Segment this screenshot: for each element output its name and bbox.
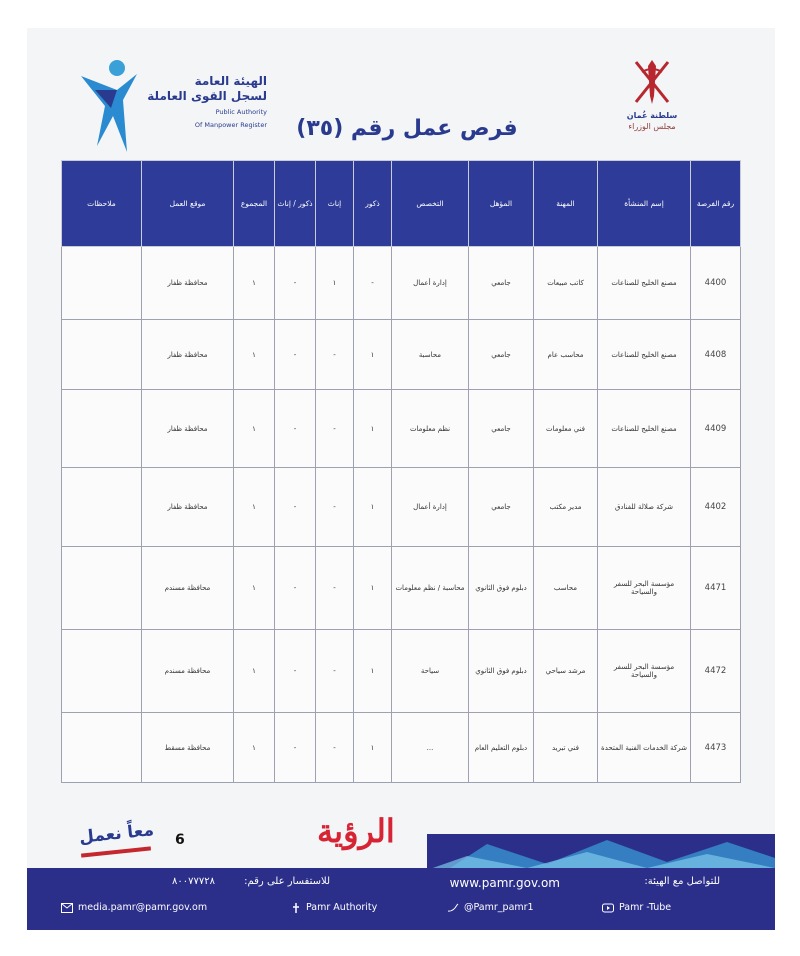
- email-icon: [61, 903, 73, 913]
- cell-opportunity-number: 4472: [691, 630, 741, 713]
- footer-facebook-text: Pamr Authority: [306, 902, 378, 913]
- cell-females: -: [316, 468, 354, 547]
- decorative-band: [427, 834, 775, 870]
- cell-males: ١: [354, 468, 392, 547]
- cell-opportunity-number: 4408: [691, 320, 741, 390]
- newspaper-logo: الرؤية: [317, 812, 395, 850]
- cell-specialization: إدارة أعمال: [392, 247, 469, 320]
- header-notes: ملاحظات: [62, 161, 142, 247]
- cell-females: -: [316, 390, 354, 468]
- footer-twitter[interactable]: [447, 902, 534, 913]
- cell-males: ١: [354, 630, 392, 713]
- runner-logo-icon: [77, 56, 141, 156]
- footer-twitter-text: @Pamr_pamr1: [464, 902, 534, 913]
- cell-establishment: مؤسسة البحر للسفر والسياحة: [598, 630, 691, 713]
- cell-notes: [62, 547, 142, 630]
- cell-notes: [62, 320, 142, 390]
- cell-notes: [62, 247, 142, 320]
- table-row: [62, 247, 741, 320]
- cell-profession: محاسب عام: [534, 320, 598, 390]
- cell-males-females: -: [275, 468, 316, 547]
- cell-notes: [62, 468, 142, 547]
- cell-specialization: ...: [392, 713, 469, 783]
- header-work-location: موقع العمل: [142, 161, 234, 247]
- cell-males-females: -: [275, 390, 316, 468]
- table-row: [62, 547, 741, 630]
- footer-website-link[interactable]: www.pamr.gov.om: [449, 876, 560, 890]
- header-opportunity-number: رقم الفرصة: [691, 161, 741, 247]
- table-row: [62, 468, 741, 547]
- cell-establishment: مؤسسة البحر للسفر والسياحة: [598, 547, 691, 630]
- table-row: [62, 320, 741, 390]
- cell-location: محافظة ظفار: [142, 390, 234, 468]
- cell-location: محافظة ظفار: [142, 468, 234, 547]
- header-establishment-name: إسم المنشأة: [598, 161, 691, 247]
- cell-profession: مرشد سياحي: [534, 630, 598, 713]
- header-females: إناث: [316, 161, 354, 247]
- cell-notes: [62, 390, 142, 468]
- footer-email[interactable]: [61, 902, 207, 913]
- cell-qualification: دبلوم التعليم العام: [469, 713, 534, 783]
- cell-location: محافظة مسندم: [142, 630, 234, 713]
- cell-females: -: [316, 630, 354, 713]
- cell-profession: فني تبريد: [534, 713, 598, 783]
- cell-establishment: مصنع الخليج للصناعات: [598, 247, 691, 320]
- facebook-icon: [289, 903, 301, 913]
- header-specialization: التخصص: [392, 161, 469, 247]
- header-profession: المهنة: [534, 161, 598, 247]
- footer-inquiry-label: للاستفسار على رقم:: [244, 876, 330, 887]
- cell-opportunity-number: 4400: [691, 247, 741, 320]
- table-header-row: [62, 161, 741, 247]
- cell-males-females: -: [275, 630, 316, 713]
- youtube-icon: [602, 903, 614, 913]
- cell-males: ١: [354, 390, 392, 468]
- cell-qualification: جامعي: [469, 247, 534, 320]
- footer-phone: ٨٠٠٧٧٧٢٨: [172, 876, 215, 887]
- footer-email-text: media.pamr@pamr.gov.om: [78, 902, 208, 913]
- cell-location: محافظة مسقط: [142, 713, 234, 783]
- header-males: ذكور: [354, 161, 392, 247]
- cell-qualification: جامعي: [469, 468, 534, 547]
- cell-establishment: مصنع الخليج للصناعات: [598, 390, 691, 468]
- page-number: 6: [175, 832, 185, 848]
- cell-profession: محاسب: [534, 547, 598, 630]
- cell-males-females: -: [275, 547, 316, 630]
- cell-profession: فني معلومات: [534, 390, 598, 468]
- cell-specialization: سياحة: [392, 630, 469, 713]
- footer-contact-label: للتواصل مع الهيئة:: [644, 876, 720, 887]
- cell-profession: كاتب مبيعات: [534, 247, 598, 320]
- cell-males-females: -: [275, 247, 316, 320]
- page-title: فرص عمل رقم (٣٥): [296, 116, 518, 141]
- cell-total: ١: [234, 390, 275, 468]
- job-opportunities-table: [61, 160, 741, 783]
- logo-ar-line2: لسجل القوى العاملة: [147, 89, 267, 103]
- cell-location: محافظة ظفار: [142, 247, 234, 320]
- cell-specialization: إدارة أعمال: [392, 468, 469, 547]
- cell-opportunity-number: 4402: [691, 468, 741, 547]
- header-total: المجموع: [234, 161, 275, 247]
- logo-ar-line1: الهيئة العامة: [194, 74, 267, 88]
- emblem-ar-line2: مجلس الوزراء: [628, 122, 676, 131]
- poster-sheet: [27, 28, 775, 930]
- footer-youtube-text: Pamr -Tube: [619, 902, 672, 913]
- cell-males-females: -: [275, 713, 316, 783]
- cell-total: ١: [234, 630, 275, 713]
- footer-facebook[interactable]: [289, 902, 377, 913]
- cell-opportunity-number: 4473: [691, 713, 741, 783]
- cell-females: ١: [316, 247, 354, 320]
- header-qualification: المؤهل: [469, 161, 534, 247]
- cell-notes: [62, 713, 142, 783]
- cell-males: ١: [354, 320, 392, 390]
- cell-total: ١: [234, 547, 275, 630]
- cell-females: -: [316, 547, 354, 630]
- twitter-icon: [447, 903, 459, 913]
- cell-establishment: مصنع الخليج للصناعات: [598, 320, 691, 390]
- table-row: [62, 713, 741, 783]
- table-row: [62, 390, 741, 468]
- footer-contact-bar: [27, 868, 775, 930]
- cell-profession: مدير مكتب: [534, 468, 598, 547]
- cell-location: محافظة ظفار: [142, 320, 234, 390]
- cell-total: ١: [234, 320, 275, 390]
- cell-total: ١: [234, 468, 275, 547]
- cell-opportunity-number: 4409: [691, 390, 741, 468]
- cell-qualification: دبلوم فوق الثانوي: [469, 547, 534, 630]
- cell-notes: [62, 630, 142, 713]
- emblem-ar-line1: سلطنة عُمان: [626, 111, 678, 120]
- cell-males: ١: [354, 713, 392, 783]
- slogan-underline: [81, 846, 151, 857]
- cell-specialization: نظم معلومات: [392, 390, 469, 468]
- cell-males: -: [354, 247, 392, 320]
- cell-total: ١: [234, 713, 275, 783]
- table-row: [62, 630, 741, 713]
- cell-establishment: شركة صلالة للفنادق: [598, 468, 691, 547]
- cell-location: محافظة مسندم: [142, 547, 234, 630]
- cell-qualification: جامعي: [469, 390, 534, 468]
- cell-qualification: جامعي: [469, 320, 534, 390]
- cell-opportunity-number: 4471: [691, 547, 741, 630]
- cell-establishment: شركة الخدمات الفنية المتحدة: [598, 713, 691, 783]
- cell-females: -: [316, 713, 354, 783]
- authority-logo: [77, 56, 267, 156]
- cell-females: -: [316, 320, 354, 390]
- header-males-females: ذكور / إناث: [275, 161, 316, 247]
- cell-males: ١: [354, 547, 392, 630]
- slogan-logo: معاً نعمل: [78, 820, 155, 848]
- cell-males-females: -: [275, 320, 316, 390]
- logo-en-line2: Of Manpower Register: [194, 121, 267, 129]
- cell-total: ١: [234, 247, 275, 320]
- cell-specialization: محاسبة: [392, 320, 469, 390]
- cell-specialization: محاسبة / نظم معلومات: [392, 547, 469, 630]
- khanjar-emblem-icon: [630, 56, 674, 108]
- oman-emblem-logo: [587, 56, 717, 151]
- logo-en-line1: Public Authority: [215, 108, 267, 116]
- footer-youtube[interactable]: [602, 902, 671, 913]
- cell-qualification: دبلوم فوق الثانوي: [469, 630, 534, 713]
